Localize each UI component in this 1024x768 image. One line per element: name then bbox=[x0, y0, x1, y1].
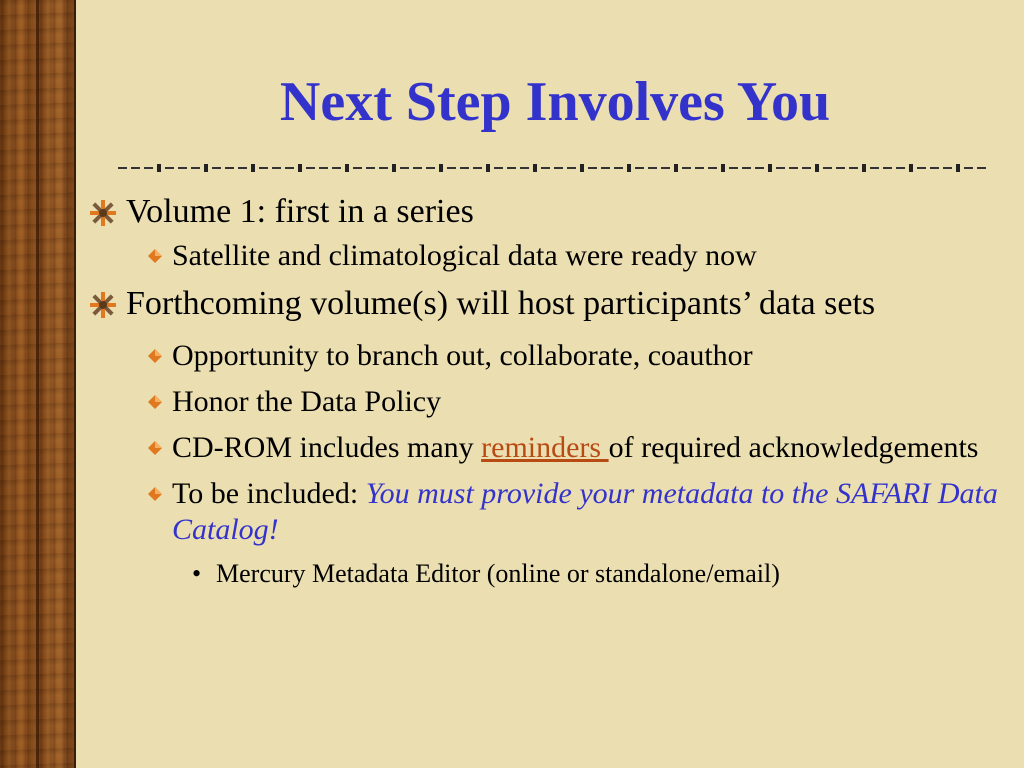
subbullet-data-policy bbox=[88, 384, 1008, 420]
diamond-bullet-icon bbox=[148, 349, 162, 363]
bullet-text: Forthcoming volume(s) will host participants’ data sets bbox=[126, 285, 876, 322]
slide-title: Next Step Involves You bbox=[279, 71, 831, 133]
title-divider bbox=[118, 161, 990, 175]
subsubbullet-mercury bbox=[88, 558, 1008, 590]
subbullet-to-be-included bbox=[88, 476, 1008, 548]
subbullet-text: Satellite and climatological data were ready now bbox=[172, 239, 757, 272]
diamond-bullet-icon bbox=[148, 249, 162, 263]
diamond-bullet-icon bbox=[148, 487, 162, 501]
dot-bullet-icon: • bbox=[192, 559, 202, 588]
wood-border bbox=[0, 0, 76, 768]
subbullet-text: Opportunity to branch out, collaborate, coauthor bbox=[172, 339, 753, 372]
starburst-bullet-icon bbox=[88, 198, 118, 228]
diamond-bullet-icon bbox=[148, 441, 162, 455]
subbullet-text-pre: To be included: bbox=[172, 477, 366, 510]
subbullet-opportunity bbox=[88, 338, 1008, 374]
bullet-volume-1 bbox=[88, 190, 1008, 234]
subbullet-text-pre: CD-ROM includes many bbox=[172, 431, 482, 464]
bullet-forthcoming-volumes bbox=[88, 282, 1008, 326]
reminders-link[interactable]: reminders bbox=[481, 431, 609, 464]
starburst-bullet-icon bbox=[88, 290, 118, 320]
subbullet-text: Honor the Data Policy bbox=[172, 385, 442, 418]
metadata-emphasis: You must provide your metadata to the SAFARI Data Catalog! bbox=[172, 477, 998, 546]
slide-content bbox=[88, 190, 1008, 590]
subbullet-satellite-data bbox=[88, 238, 1008, 274]
subsubbullet-text: Mercury Metadata Editor (online or standalone/email) bbox=[216, 559, 780, 588]
subbullet-text-post: of required acknowledgements bbox=[608, 431, 979, 464]
subbullet-cd-rom bbox=[88, 430, 1008, 466]
diamond-bullet-icon bbox=[148, 395, 162, 409]
bullet-text: Volume 1: first in a series bbox=[126, 193, 474, 230]
